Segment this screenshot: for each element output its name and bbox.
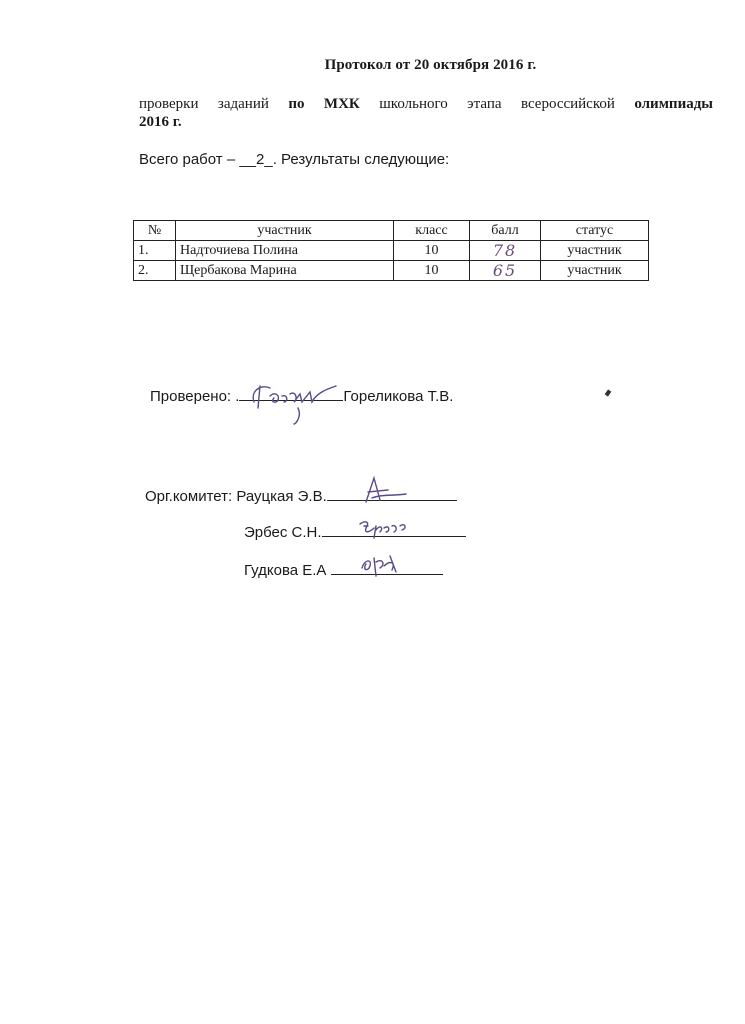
subject-line: проверки заданий по МХК школьного этапа всероссийской олимпиады xyxy=(139,96,714,112)
table-row xyxy=(134,241,649,261)
header-score: балл xyxy=(470,221,541,241)
header-participant: участник xyxy=(176,221,394,241)
row-name: Щербакова Марина xyxy=(176,261,394,281)
table-row xyxy=(134,261,649,281)
row-class: 10 xyxy=(394,261,470,281)
committee-line-3 xyxy=(244,562,443,579)
header-status: статус xyxy=(541,221,649,241)
subject-year: 2016 г. xyxy=(139,114,182,130)
row-num: 2. xyxy=(134,261,176,281)
results-table xyxy=(133,220,649,281)
row-class: 10 xyxy=(394,241,470,261)
row-status: участник xyxy=(541,261,649,281)
signature-line xyxy=(322,536,466,537)
committee-line-2 xyxy=(244,524,466,541)
signature-line xyxy=(239,400,343,401)
committee-member: Эрбес С.Н. xyxy=(244,524,322,541)
stray-mark xyxy=(605,389,612,396)
row-score: 65 xyxy=(470,261,541,281)
total-count: __2_ xyxy=(239,151,273,168)
header-num: № xyxy=(134,221,176,241)
subject-name: по МХК xyxy=(288,96,360,112)
checked-by-line: Проверено: . Гореликова Т.В. xyxy=(150,388,454,405)
olympiad-word: олимпиады xyxy=(634,96,714,112)
total-works-line: Всего работ – __2_. Результаты следующие: xyxy=(139,151,450,168)
committee-member: Гудкова Е.А xyxy=(244,562,331,579)
table-header-row xyxy=(134,221,649,241)
signature-line xyxy=(327,500,457,501)
row-score: 78 xyxy=(470,241,541,261)
checker-name: Гореликова Т.В. xyxy=(343,388,454,405)
protocol-title: Протокол от 20 октября 2016 г. xyxy=(324,57,537,73)
row-status: участник xyxy=(541,241,649,261)
committee-member: Рауцкая Э.В. xyxy=(236,488,327,505)
row-name: Надточиева Полина xyxy=(176,241,394,261)
row-num: 1. xyxy=(134,241,176,261)
header-class: класс xyxy=(394,221,470,241)
signature-line xyxy=(331,574,443,575)
committee-line-1: Орг.комитет: Рауцкая Э.В. xyxy=(145,488,457,505)
